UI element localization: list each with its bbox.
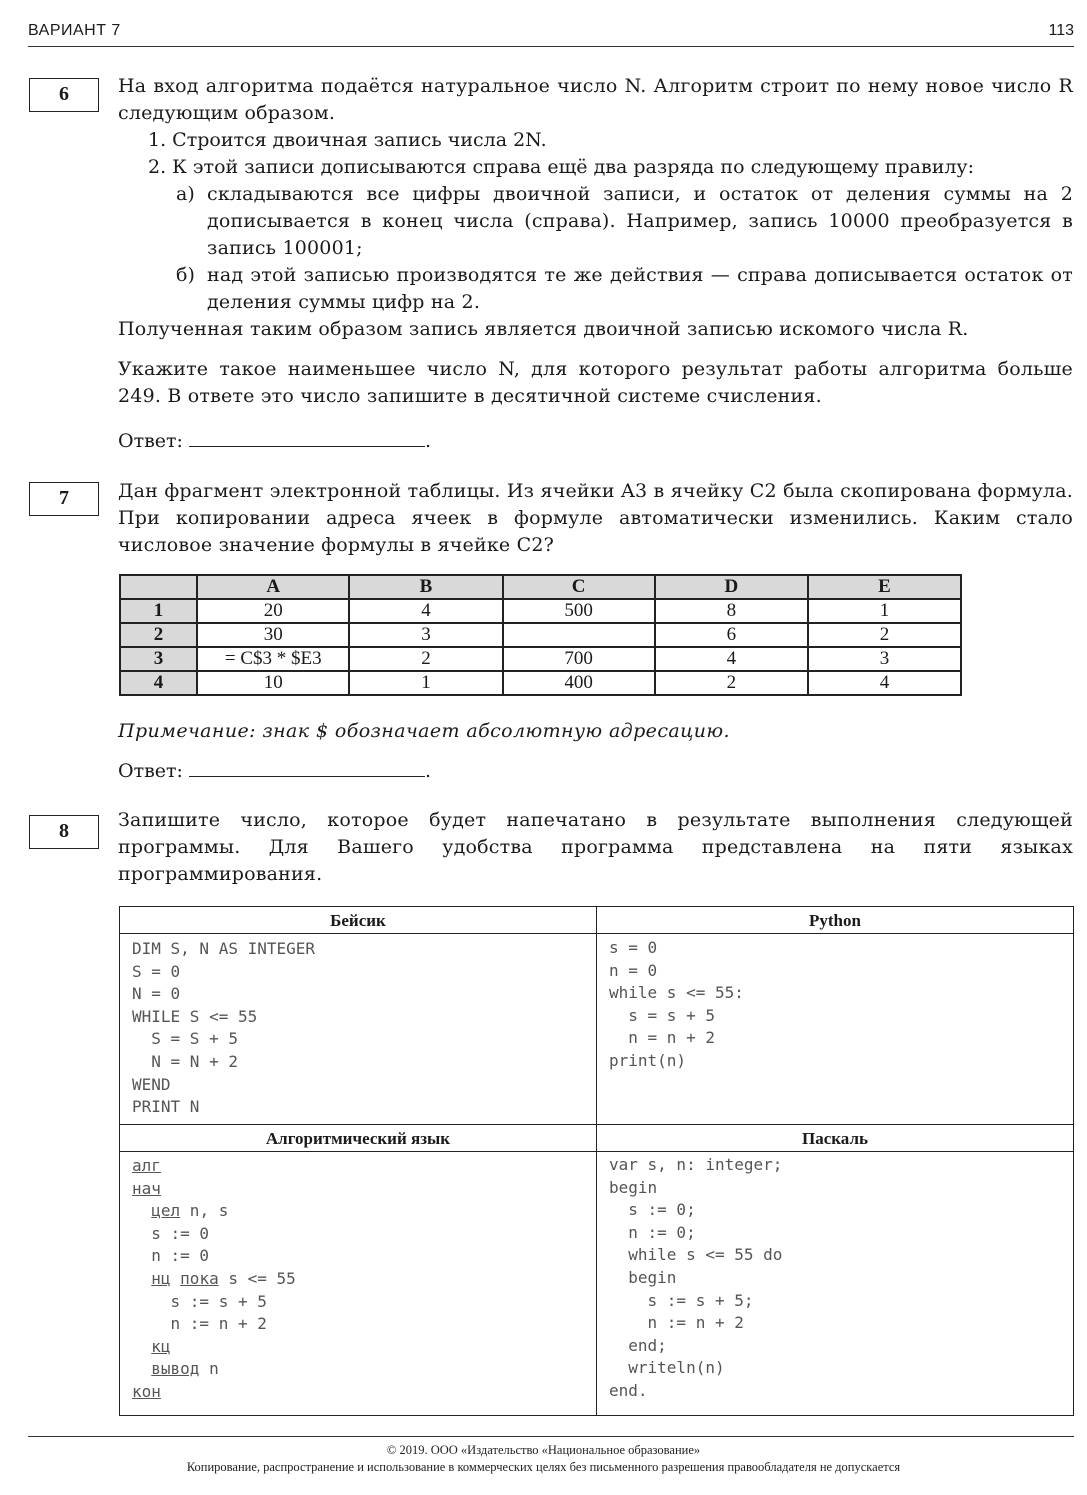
table-header-row (120, 575, 961, 599)
answer-label: Ответ: (118, 760, 183, 782)
q6-answer-field[interactable] (189, 428, 425, 447)
algo-keyword: вывод (151, 1359, 200, 1379)
basic-code: DIM S, N AS INTEGER S = 0 N = 0 WHILE S <= 55 S = S + 5 N = N + 2 WEND PRINT N (132, 939, 316, 1117)
table-cell: 6 (655, 623, 808, 647)
variant-title: ВАРИАНТ 7 (28, 22, 121, 39)
q6-step2b-label: б) (176, 264, 195, 286)
table-cell: 700 (503, 647, 655, 671)
table-row (120, 671, 961, 695)
python-title: Python (809, 911, 861, 930)
code-table (119, 906, 1074, 1416)
table-cell: 2 (655, 671, 808, 695)
table-cell: 8 (655, 599, 808, 623)
pascal-title: Паскаль (802, 1129, 868, 1148)
question-7-number: 7 (29, 482, 99, 516)
formula-cell: = C$3 * $E3 (197, 647, 349, 671)
table-cell: 400 (503, 671, 655, 695)
q6-step2a: складываются все цифры двоичной записи, и остаток от деления суммы на 2 дописывается в конец числа (справа). Например, запись 10000 преобразуется в запись 100001; (207, 183, 1073, 259)
table-cell: 2 (808, 623, 961, 647)
table-cell: 1 (349, 671, 502, 695)
footer-copyright: © 2019. ООО «Издательство «Национальное образование» (386, 1443, 701, 1457)
table-cell: 4 (808, 671, 961, 695)
table-row (120, 623, 961, 647)
answer-end: . (424, 760, 431, 782)
algo-line: n := n + 2 (132, 1314, 267, 1334)
q7-answer-line (118, 758, 431, 782)
row-header: 4 (120, 671, 197, 695)
row-header: 3 (120, 647, 197, 671)
table-cell (503, 623, 655, 647)
table-row (120, 599, 961, 623)
q8-text: Запишите число, которое будет напечатано в результате выполнения следующей программы. Для Вашего удобства программа представлена на пяти языках программирования. (118, 809, 1073, 885)
table-cell: 10 (197, 671, 349, 695)
column-divider (596, 907, 597, 1415)
algo-line: s <= 55 (218, 1268, 296, 1288)
algo-line: кон (132, 1381, 161, 1401)
answer-end: . (424, 430, 431, 452)
row-header: 2 (120, 623, 197, 647)
q6-step2a-label: а) (176, 183, 195, 205)
python-code: s = 0 n = 0 while s <= 55: s = s + 5 n = n + 2 print(n) (609, 938, 744, 1070)
page-header (28, 20, 1074, 47)
pascal-code: var s, n: integer; begin s := 0; n := 0; while s <= 55 do begin s := s + 5; n := n + 2 end; writeln(n) end. (609, 1155, 783, 1400)
row-divider (120, 933, 1073, 934)
algo-line: алг (132, 1156, 161, 1175)
algo-line: n := 0 (132, 1246, 210, 1266)
question-6-number: 6 (29, 78, 99, 112)
q7-note: Примечание: знак $ обозначает абсолютную адресацию. (118, 720, 730, 742)
q7-text: Дан фрагмент электронной таблицы. Из ячейки A3 в ячейку C2 была скопирована формула. При копировании адреса ячеек в формуле автоматически изменились. Каким стало числовое значение формулы в ячейке C2? (118, 480, 1073, 556)
column-header: E (808, 575, 961, 599)
basic-title: Бейсик (330, 911, 386, 930)
row-header: 1 (120, 599, 197, 623)
q6-intro: На вход алгоритма подаётся натуральное число N. Алгоритм строит по нему новое число R следующим образом. (118, 75, 1073, 124)
column-header: C (503, 575, 655, 599)
algo-keyword: нц (151, 1268, 171, 1288)
question-8-number: 8 (29, 815, 99, 849)
table-cell: 1 (808, 599, 961, 623)
column-header: B (349, 575, 502, 599)
column-header: D (655, 575, 808, 599)
algo-keyword: цел (151, 1201, 181, 1221)
table-row (120, 647, 961, 671)
row-divider (120, 1151, 1073, 1152)
table-cell: 2 (349, 647, 502, 671)
column-header: A (197, 575, 349, 599)
q6-step2: 2. К этой записи дописываются справа ещё два разряда по следующему правилу: (148, 156, 975, 178)
table-cell: 20 (197, 599, 349, 623)
q6-task: Укажите такое наименьшее число N, для которого результат работы алгоритма больше 249. В ответе это число запишите в десятичной системе счисления. (118, 358, 1073, 407)
algo-keyword: кц (151, 1336, 171, 1356)
q6-step1: 1. Строится двоичная запись числа 2N. (148, 129, 547, 151)
footer-notice: Копирование, распространение и использование в коммерческих целях без письменного разрешения правообладателя не допускается (186, 1460, 901, 1474)
q6-step2b: над этой записью производятся те же действия — справа дописывается остаток от деления суммы цифр на 2. (207, 264, 1073, 313)
table-cell: 3 (349, 623, 502, 647)
q6-result: Полученная таким образом запись является двоичной записью искомого числа R. (118, 318, 969, 340)
q6-answer-line (118, 428, 431, 452)
algo-title: Алгоритмический язык (265, 1129, 451, 1148)
algo-line: s := 0 (132, 1223, 210, 1243)
table-cell: 500 (503, 599, 655, 623)
footer-divider (28, 1436, 1074, 1437)
table-cell: 3 (808, 647, 961, 671)
spreadsheet-table (119, 574, 962, 696)
corner-cell (120, 575, 197, 599)
table-cell: 30 (197, 623, 349, 647)
page-number: 113 (1048, 22, 1074, 39)
algo-line: нач (132, 1178, 161, 1198)
q7-answer-field[interactable] (189, 758, 425, 777)
algo-line: n, s (180, 1201, 229, 1221)
algo-line: n (199, 1359, 219, 1379)
algo-code (132, 1155, 296, 1404)
answer-label: Ответ: (118, 430, 183, 452)
table-cell: 4 (349, 599, 502, 623)
algo-line: s := s + 5 (132, 1291, 267, 1311)
row-divider (120, 1124, 1073, 1125)
table-cell: 4 (655, 647, 808, 671)
algo-keyword: пока (180, 1268, 219, 1288)
